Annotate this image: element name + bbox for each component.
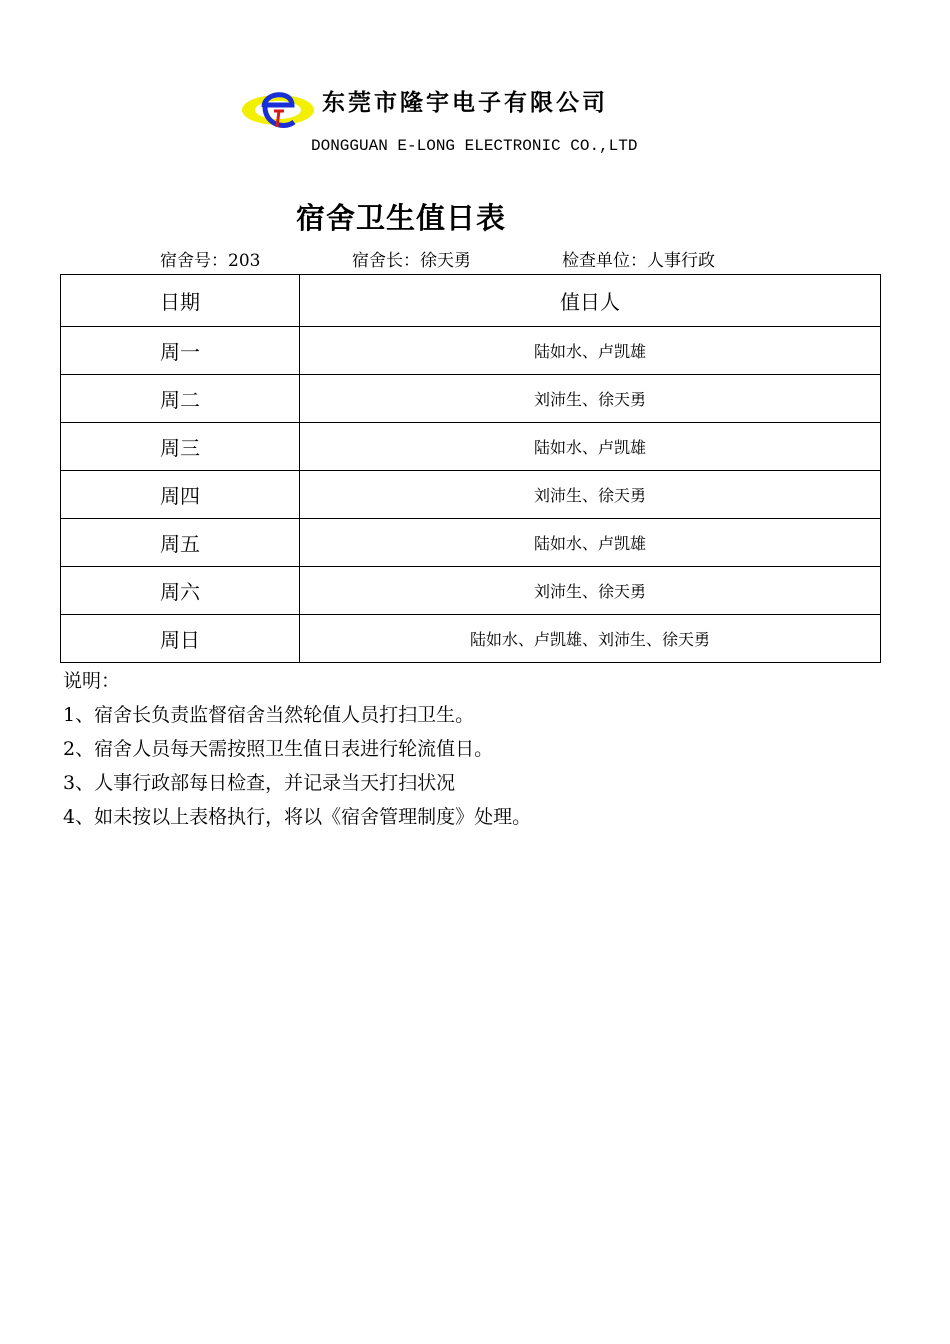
day-cell: 周四: [61, 471, 300, 519]
people-cell: 陆如水、卢凯雄、刘沛生、徐天勇: [300, 615, 881, 663]
document-title: 宿舍卫生值日表: [296, 201, 507, 235]
people-cell: 陆如水、卢凯雄: [300, 327, 881, 375]
room-number: 宿舍号：203: [160, 251, 261, 271]
people-cell: 刘沛生、徐天勇: [300, 567, 881, 615]
header-duty-person: 值日人: [300, 275, 881, 327]
people-cell: 刘沛生、徐天勇: [300, 471, 881, 519]
note-item: 1、宿舍长负责监督宿舍当然轮值人员打扫卫生。: [63, 704, 475, 726]
people-cell: 陆如水、卢凯雄: [300, 423, 881, 471]
table-row: [61, 567, 881, 615]
day-cell: 周日: [61, 615, 300, 663]
note-item: 3、人事行政部每日检查，并记录当天打扫状况: [63, 772, 456, 794]
inspection-unit: 检查单位：人事行政: [562, 251, 715, 271]
table-row: [61, 423, 881, 471]
table-row: [61, 519, 881, 567]
day-cell: 周五: [61, 519, 300, 567]
table-row: [61, 327, 881, 375]
day-cell: 周三: [61, 423, 300, 471]
day-cell: 周六: [61, 567, 300, 615]
company-name-en: DONGGUAN E-LONG ELECTRONIC CO.,LTD: [311, 137, 638, 155]
header-date: 日期: [61, 275, 300, 327]
people-cell: 陆如水、卢凯雄: [300, 519, 881, 567]
notes-section: [63, 664, 531, 834]
table-header-row: [61, 275, 881, 327]
people-cell: 刘沛生、徐天勇: [300, 375, 881, 423]
day-cell: 周一: [61, 327, 300, 375]
note-item: 4、如未按以上表格执行，将以《宿舍管理制度》处理。: [63, 806, 532, 828]
table-row: [61, 471, 881, 519]
table-row: [61, 375, 881, 423]
e-logo-icon: [240, 80, 322, 138]
company-name-cn: 东莞市隆宇电子有限公司: [322, 90, 608, 116]
notes-heading: 说明：: [63, 670, 121, 692]
table-row: [61, 615, 881, 663]
duty-table: [60, 274, 881, 663]
day-cell: 周二: [61, 375, 300, 423]
company-logo: [240, 80, 322, 138]
note-item: 2、宿舍人员每天需按照卫生值日表进行轮流值日。: [63, 738, 494, 760]
room-leader: 宿舍长：徐天勇: [352, 251, 471, 271]
